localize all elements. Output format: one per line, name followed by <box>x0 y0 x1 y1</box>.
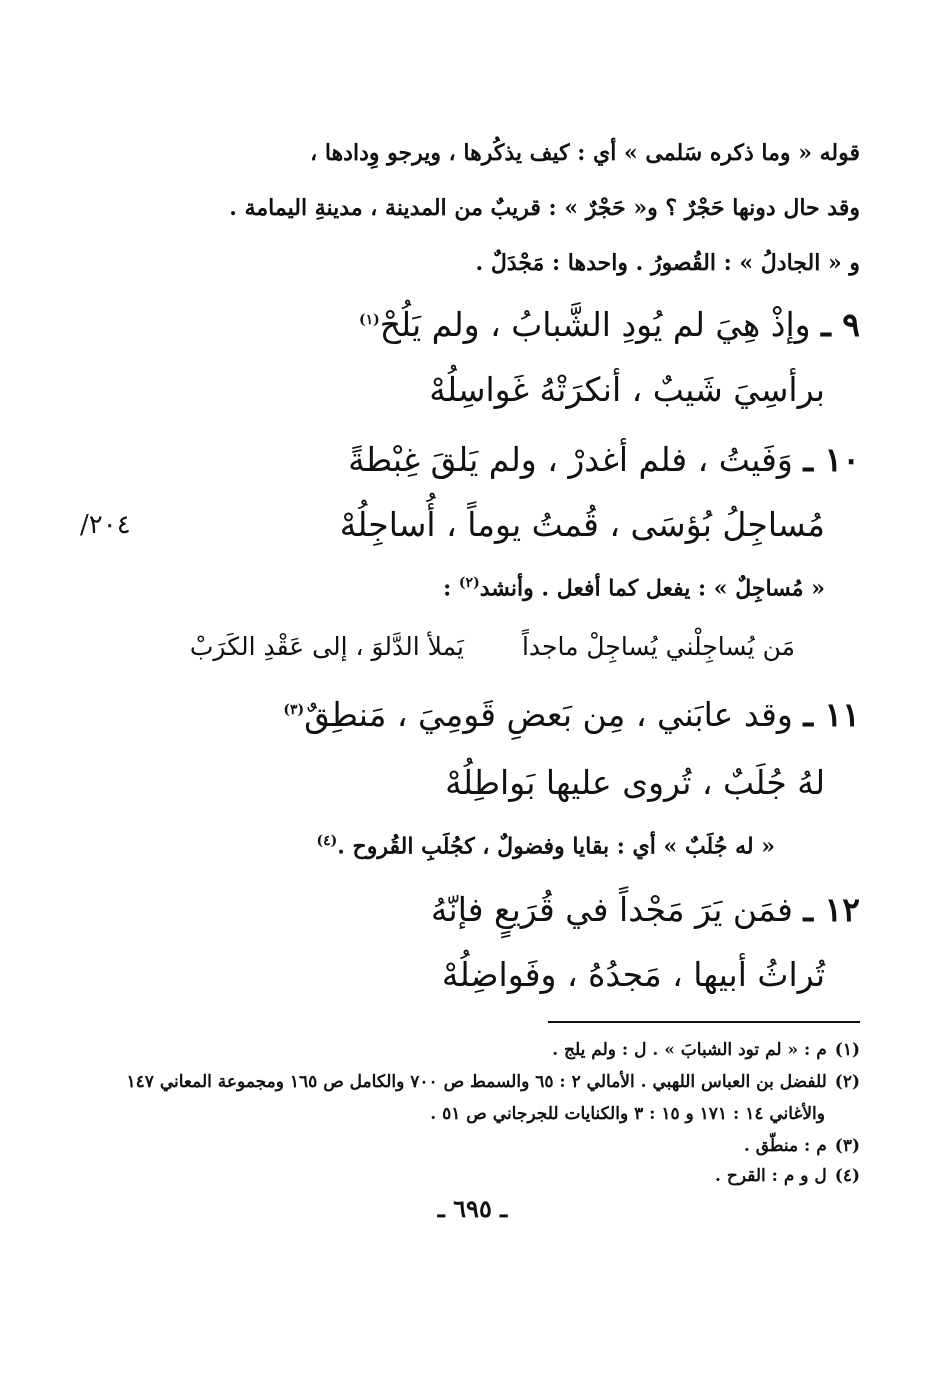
commentary-text: و « الجادلُ » : القُصورُ . واحدها : مَجْدَلٌ . <box>475 250 860 276</box>
footnote-marker: (٤) <box>316 833 338 849</box>
footnote-number: (٣) <box>834 1136 860 1156</box>
colon: : <box>443 575 452 602</box>
verse-11-second-hemistich <box>445 763 825 802</box>
quoted-first-hemistich: مَن يُساجِلْني يُساجِلْ ماجداً <box>521 632 795 661</box>
footnote-number: (١) <box>834 1040 860 1060</box>
footnote-marker: (١) <box>358 312 380 328</box>
commentary-text: قوله « وما ذكره سَلمى » أي : كيف يذكُرها ، ويرجو وِدادها ، <box>310 140 860 166</box>
verse-10-first-hemistich <box>348 440 860 479</box>
footnote-2 <box>127 1072 860 1092</box>
footnote-1 <box>552 1040 860 1060</box>
commentary-line-2 <box>229 195 860 221</box>
verse-9-first-hemistich <box>359 305 860 344</box>
commentary-text: « مُساجِلٌ » : يفعل كما أفعل . وأنشد <box>479 575 825 602</box>
hemistich-text: فمَن يَرَ مَجْداً في قُرَيعٍ فإنّهُ <box>430 890 793 929</box>
verse-12-second-hemistich <box>442 955 825 994</box>
footnote-3 <box>744 1136 860 1156</box>
footnote-divider <box>548 1021 860 1023</box>
footnote-marker: (٣) <box>283 702 305 718</box>
verse-number: ١٠ ـ <box>803 440 860 479</box>
verse-12-first-hemistich <box>431 890 860 929</box>
footnote-text: للفضل بن العباس اللهبي . الأمالي ٢ : ٦٥ والسمط ص ٧٠٠ والكامل ص ١٦٥ ومجموعة المعاني ١٤٧ <box>126 1072 827 1092</box>
commentary-line-5 <box>316 833 775 859</box>
commentary-line-3 <box>476 250 861 276</box>
footnote-number: (٤) <box>834 1166 860 1186</box>
footnote-2-continued <box>430 1104 825 1124</box>
verse-number: ١١ ـ <box>803 695 860 734</box>
verse-number: ١٢ ـ <box>803 890 860 929</box>
footnote-marker: (٢) <box>458 575 480 591</box>
footnote-text: م : « لم تود الشبابَ » . ل : ولم يلج . <box>552 1040 827 1060</box>
footnote-text: م : منطّق . <box>743 1136 827 1156</box>
hemistich-text: وقد عابَني ، مِن بَعضِ قَومِيَ ، مَنطِقٌ <box>304 695 793 734</box>
quoted-verse <box>190 632 795 661</box>
verse-9-second-hemistich <box>429 370 825 409</box>
hemistich-text: مُساجِلُ بُؤسَى ، قُمتُ يوماً ، أُساجِلُهْ <box>339 505 825 544</box>
footnote-text: ل و م : القرح . <box>715 1166 827 1186</box>
footnote-text: والأغاني ١٤ : ١٧١ و ١٥ : ٣ والكنايات للجرجاني ص ٥١ . <box>430 1104 825 1124</box>
commentary-line-1 <box>310 140 860 166</box>
quoted-second-hemistich: يَملأ الدَّلوَ ، إلى عَقْدِ الكَرَبْ <box>189 632 464 661</box>
verse-10-second-hemistich <box>340 505 825 544</box>
commentary-line-4 <box>443 575 825 601</box>
verse-number: ٩ ـ <box>821 305 860 344</box>
hemistich-text: وَفَيتُ ، فلم أغدرْ ، ولم يَلقَ غِبْطةً <box>348 440 793 479</box>
hemistich-text: لهُ جُلَبٌ ، تُروى عليها بَواطِلُهْ <box>445 763 825 802</box>
page-number: ـ ٦٩٥ ـ <box>437 1194 508 1223</box>
hemistich-text: برأسِيَ شَيبٌ ، أنكرَتْهُ غَواسِلُهْ <box>429 370 825 409</box>
verse-11-first-hemistich <box>283 695 860 734</box>
commentary-text: « له جُلَبٌ » أي : بقايا وفضولٌ ، كجُلَبِ القُروح . <box>337 833 775 860</box>
footnote-4 <box>715 1166 860 1186</box>
commentary-text: وقد حال دونها حَجْرٌ ؟ و« حَجْرٌ » : قريبٌ من المدينة ، مدينةِ اليمامة . <box>229 195 860 221</box>
margin-page-reference: ٢٠٤/ <box>80 510 131 540</box>
hemistich-text: تُراثُ أبيها ، مَجدُهُ ، وفَواضِلُهْ <box>441 955 825 994</box>
hemistich-text: وإذْ هِيَ لم يُودِ الشَّبابُ ، ولم يَلُحْ <box>379 305 811 344</box>
footnote-number: (٢) <box>834 1072 860 1092</box>
